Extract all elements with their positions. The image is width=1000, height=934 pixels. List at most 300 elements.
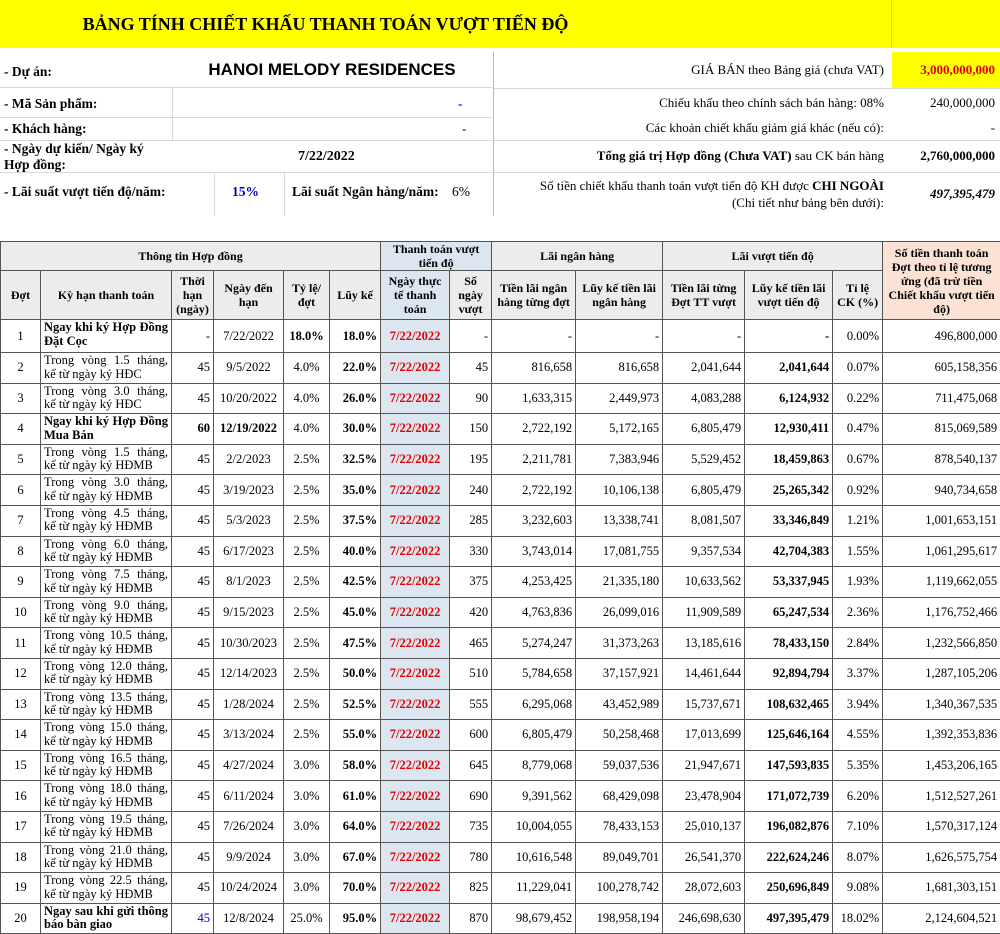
term-cell[interactable]: Ngay khi ký Hợp Đồng Đặt Cọc [41, 320, 172, 353]
bank-interest-cell[interactable]: 816,658 [492, 353, 576, 384]
ratio-cell[interactable]: 3.0% [284, 750, 330, 781]
actual-date-cell[interactable]: 7/22/2022 [381, 444, 450, 475]
phase-cell[interactable]: 4 [1, 414, 41, 445]
bank-cumulative-cell[interactable]: 43,452,989 [576, 689, 663, 720]
over-interest-cell[interactable]: - [663, 320, 745, 353]
bank-cumulative-cell[interactable]: 17,081,755 [576, 536, 663, 567]
duration-cell[interactable]: 60 [172, 414, 214, 445]
early-days-cell[interactable]: 420 [450, 597, 492, 628]
bank-cumulative-cell[interactable]: 5,172,165 [576, 414, 663, 445]
ratio-cell[interactable]: 2.5% [284, 444, 330, 475]
term-cell[interactable]: Trong vòng 4.5 tháng, kể từ ngày ký HĐMB [41, 505, 172, 536]
bank-interest-cell[interactable]: 3,232,603 [492, 505, 576, 536]
customer-value[interactable]: - [462, 121, 466, 137]
bank-interest-cell[interactable]: 5,274,247 [492, 628, 576, 659]
duration-cell[interactable]: 45 [172, 842, 214, 873]
bank-cumulative-cell[interactable]: 816,658 [576, 353, 663, 384]
over-interest-cell[interactable]: 11,909,589 [663, 597, 745, 628]
over-interest-cell[interactable]: 28,072,603 [663, 873, 745, 904]
bank-cumulative-cell[interactable]: - [576, 320, 663, 353]
over-cumulative-cell[interactable]: 42,704,383 [745, 536, 833, 567]
col-over-cumulative-header[interactable]: Lũy kế tiền lãi vượt tiến độ [745, 271, 833, 320]
actual-date-cell[interactable]: 7/22/2022 [381, 720, 450, 751]
payment-amount-cell[interactable]: 1,570,317,124 [883, 811, 1000, 842]
bank-interest-cell[interactable]: 5,784,658 [492, 658, 576, 689]
ck-rate-cell[interactable]: 18.02% [833, 903, 883, 934]
price-value[interactable]: 3,000,000,000 [892, 62, 1000, 78]
ck-rate-cell[interactable]: 4.55% [833, 720, 883, 751]
ck-rate-cell[interactable]: 1.93% [833, 567, 883, 598]
bank-cumulative-cell[interactable]: 78,433,153 [576, 811, 663, 842]
project-value[interactable]: HANOI MELODY RESIDENCES [172, 60, 492, 80]
col-term-header[interactable]: Kỳ hạn thanh toán [41, 271, 172, 320]
over-interest-cell[interactable]: 2,041,644 [663, 353, 745, 384]
bank-interest-cell[interactable]: 2,211,781 [492, 444, 576, 475]
due-date-cell[interactable]: 8/1/2023 [214, 567, 284, 598]
bank-cumulative-cell[interactable]: 13,338,741 [576, 505, 663, 536]
cumulative-cell[interactable]: 61.0% [330, 781, 381, 812]
due-date-cell[interactable]: 10/24/2024 [214, 873, 284, 904]
cumulative-cell[interactable]: 58.0% [330, 750, 381, 781]
due-date-cell[interactable]: 9/15/2023 [214, 597, 284, 628]
payment-amount-cell[interactable]: 815,069,589 [883, 414, 1000, 445]
term-cell[interactable]: Trong vòng 9.0 tháng, kể từ ngày ký HĐMB [41, 597, 172, 628]
early-days-cell[interactable]: 45 [450, 353, 492, 384]
term-cell[interactable]: Trong vòng 6.0 tháng, kể từ ngày ký HĐMB [41, 536, 172, 567]
col-phase-header[interactable]: Đợt [1, 271, 41, 320]
duration-cell[interactable]: 45 [172, 383, 214, 414]
term-cell[interactable]: Trong vòng 12.0 tháng, kể từ ngày ký HĐMB [41, 658, 172, 689]
phase-cell[interactable]: 9 [1, 567, 41, 598]
bank-cumulative-cell[interactable]: 198,958,194 [576, 903, 663, 934]
policy-discount-value[interactable]: 240,000,000 [892, 95, 1000, 111]
bank-cumulative-cell[interactable]: 21,335,180 [576, 567, 663, 598]
actual-date-cell[interactable]: 7/22/2022 [381, 811, 450, 842]
over-cumulative-cell[interactable]: 196,082,876 [745, 811, 833, 842]
over-cumulative-cell[interactable]: 25,265,342 [745, 475, 833, 506]
actual-date-cell[interactable]: 7/22/2022 [381, 597, 450, 628]
ck-rate-cell[interactable]: 0.22% [833, 383, 883, 414]
actual-date-cell[interactable]: 7/22/2022 [381, 750, 450, 781]
cumulative-cell[interactable]: 95.0% [330, 903, 381, 934]
bank-cumulative-cell[interactable]: 26,099,016 [576, 597, 663, 628]
title-corner-cell[interactable] [892, 0, 1000, 48]
duration-cell[interactable]: 45 [172, 658, 214, 689]
bank-cumulative-cell[interactable]: 89,049,701 [576, 842, 663, 873]
group-bank-header[interactable]: Lãi ngân hàng [492, 242, 663, 271]
duration-cell[interactable]: 45 [172, 567, 214, 598]
ratio-cell[interactable]: 3.0% [284, 873, 330, 904]
actual-date-cell[interactable]: 7/22/2022 [381, 505, 450, 536]
cumulative-cell[interactable]: 55.0% [330, 720, 381, 751]
ratio-cell[interactable]: 3.0% [284, 781, 330, 812]
ratio-cell[interactable]: 2.5% [284, 658, 330, 689]
actual-date-cell[interactable]: 7/22/2022 [381, 628, 450, 659]
payment-amount-cell[interactable]: 711,475,068 [883, 383, 1000, 414]
over-interest-cell[interactable]: 25,010,137 [663, 811, 745, 842]
over-interest-cell[interactable]: 246,698,630 [663, 903, 745, 934]
term-cell[interactable]: Trong vòng 18.0 tháng, kể từ ngày ký HĐMB [41, 781, 172, 812]
phase-cell[interactable]: 5 [1, 444, 41, 475]
cumulative-cell[interactable]: 32.5% [330, 444, 381, 475]
early-days-cell[interactable]: 330 [450, 536, 492, 567]
ratio-cell[interactable]: 2.5% [284, 628, 330, 659]
cumulative-cell[interactable]: 50.0% [330, 658, 381, 689]
sign-date-value[interactable]: 7/22/2022 [298, 149, 355, 165]
phase-cell[interactable]: 1 [1, 320, 41, 353]
payment-amount-cell[interactable]: 1,232,566,850 [883, 628, 1000, 659]
actual-date-cell[interactable]: 7/22/2022 [381, 689, 450, 720]
actual-date-cell[interactable]: 7/22/2022 [381, 903, 450, 934]
over-cumulative-cell[interactable]: 2,041,644 [745, 353, 833, 384]
actual-date-cell[interactable]: 7/22/2022 [381, 873, 450, 904]
ck-rate-cell[interactable]: 2.36% [833, 597, 883, 628]
bank-cumulative-cell[interactable]: 59,037,536 [576, 750, 663, 781]
cumulative-cell[interactable]: 67.0% [330, 842, 381, 873]
ratio-cell[interactable]: 2.5% [284, 475, 330, 506]
term-cell[interactable]: Trong vòng 1.5 tháng, kể từ ngày ký HĐC [41, 353, 172, 384]
term-cell[interactable]: Trong vòng 7.5 tháng, kể từ ngày ký HĐMB [41, 567, 172, 598]
term-cell[interactable]: Trong vòng 10.5 tháng, kể từ ngày ký HĐMB [41, 628, 172, 659]
actual-date-cell[interactable]: 7/22/2022 [381, 414, 450, 445]
due-date-cell[interactable]: 12/8/2024 [214, 903, 284, 934]
early-days-cell[interactable]: 780 [450, 842, 492, 873]
phase-cell[interactable]: 11 [1, 628, 41, 659]
ck-rate-cell[interactable]: 3.37% [833, 658, 883, 689]
bank-cumulative-cell[interactable]: 31,373,263 [576, 628, 663, 659]
bank-interest-cell[interactable]: 10,616,548 [492, 842, 576, 873]
early-days-cell[interactable]: 240 [450, 475, 492, 506]
due-date-cell[interactable]: 1/28/2024 [214, 689, 284, 720]
early-days-cell[interactable]: 600 [450, 720, 492, 751]
ratio-cell[interactable]: 3.0% [284, 811, 330, 842]
cumulative-cell[interactable]: 35.0% [330, 475, 381, 506]
cumulative-cell[interactable]: 70.0% [330, 873, 381, 904]
bank-cumulative-cell[interactable]: 37,157,921 [576, 658, 663, 689]
due-date-cell[interactable]: 10/30/2023 [214, 628, 284, 659]
phase-cell[interactable]: 7 [1, 505, 41, 536]
ck-rate-cell[interactable]: 6.20% [833, 781, 883, 812]
title-cell[interactable] [0, 0, 892, 48]
over-cumulative-cell[interactable]: 6,124,932 [745, 383, 833, 414]
phase-cell[interactable]: 12 [1, 658, 41, 689]
payment-amount-cell[interactable]: 1,001,653,151 [883, 505, 1000, 536]
term-cell[interactable]: Trong vòng 13.5 tháng, kể từ ngày ký HĐMB [41, 689, 172, 720]
due-date-cell[interactable]: 12/19/2022 [214, 414, 284, 445]
due-date-cell[interactable]: 5/3/2023 [214, 505, 284, 536]
ratio-cell[interactable]: 2.5% [284, 720, 330, 751]
ck-rate-cell[interactable]: 1.21% [833, 505, 883, 536]
due-date-cell[interactable]: 3/13/2024 [214, 720, 284, 751]
over-interest-cell[interactable]: 13,185,616 [663, 628, 745, 659]
phase-cell[interactable]: 14 [1, 720, 41, 751]
early-days-cell[interactable]: 375 [450, 567, 492, 598]
term-cell[interactable]: Trong vòng 3.0 tháng, kể từ ngày ký HĐC [41, 383, 172, 414]
bank-interest-cell[interactable]: 3,743,014 [492, 536, 576, 567]
cumulative-cell[interactable]: 47.5% [330, 628, 381, 659]
duration-cell[interactable]: 45 [172, 811, 214, 842]
actual-date-cell[interactable]: 7/22/2022 [381, 353, 450, 384]
early-discount-value[interactable]: 497,395,479 [892, 186, 1000, 202]
col-due-date-header[interactable]: Ngày đến hạn [214, 271, 284, 320]
over-cumulative-cell[interactable]: - [745, 320, 833, 353]
over-interest-cell[interactable]: 4,083,288 [663, 383, 745, 414]
phase-cell[interactable]: 18 [1, 842, 41, 873]
duration-cell[interactable]: 45 [172, 781, 214, 812]
col-over-interest-header[interactable]: Tiền lãi từng Đợt TT vượt [663, 271, 745, 320]
ck-rate-cell[interactable]: 0.92% [833, 475, 883, 506]
due-date-cell[interactable]: 2/2/2023 [214, 444, 284, 475]
actual-date-cell[interactable]: 7/22/2022 [381, 781, 450, 812]
payment-amount-cell[interactable]: 1,626,575,754 [883, 842, 1000, 873]
col-duration-header[interactable]: Thời hạn (ngày) [172, 271, 214, 320]
term-cell[interactable]: Trong vòng 19.5 tháng, kể từ ngày ký HĐMB [41, 811, 172, 842]
phase-cell[interactable]: 16 [1, 781, 41, 812]
ck-rate-cell[interactable]: 2.84% [833, 628, 883, 659]
over-interest-cell[interactable]: 17,013,699 [663, 720, 745, 751]
ck-rate-cell[interactable]: 0.07% [833, 353, 883, 384]
ck-rate-cell[interactable]: 0.67% [833, 444, 883, 475]
early-days-cell[interactable]: 645 [450, 750, 492, 781]
col-bank-interest-header[interactable]: Tiền lãi ngân hàng từng đợt [492, 271, 576, 320]
ratio-cell[interactable]: 2.5% [284, 567, 330, 598]
over-cumulative-cell[interactable]: 18,459,863 [745, 444, 833, 475]
due-date-cell[interactable]: 9/9/2024 [214, 842, 284, 873]
over-interest-cell[interactable]: 10,633,562 [663, 567, 745, 598]
over-interest-cell[interactable]: 15,737,671 [663, 689, 745, 720]
early-days-cell[interactable]: 150 [450, 414, 492, 445]
due-date-cell[interactable]: 7/26/2024 [214, 811, 284, 842]
ck-rate-cell[interactable]: 0.47% [833, 414, 883, 445]
bank-interest-cell[interactable]: 6,805,479 [492, 720, 576, 751]
cumulative-cell[interactable]: 45.0% [330, 597, 381, 628]
payment-amount-cell[interactable]: 940,734,658 [883, 475, 1000, 506]
bank-interest-cell[interactable]: - [492, 320, 576, 353]
group-overpay-header[interactable]: Lãi vượt tiến độ [663, 242, 883, 271]
over-cumulative-cell[interactable]: 147,593,835 [745, 750, 833, 781]
due-date-cell[interactable]: 9/5/2022 [214, 353, 284, 384]
over-interest-cell[interactable]: 5,529,452 [663, 444, 745, 475]
payment-amount-cell[interactable]: 878,540,137 [883, 444, 1000, 475]
payment-amount-cell[interactable]: 1,340,367,535 [883, 689, 1000, 720]
over-cumulative-cell[interactable]: 222,624,246 [745, 842, 833, 873]
due-date-cell[interactable]: 6/17/2023 [214, 536, 284, 567]
phase-cell[interactable]: 2 [1, 353, 41, 384]
early-days-cell[interactable]: 90 [450, 383, 492, 414]
term-cell[interactable]: Ngay sau khi gửi thông báo bàn giao [41, 903, 172, 934]
payment-amount-cell[interactable]: 1,061,295,617 [883, 536, 1000, 567]
over-cumulative-cell[interactable]: 53,337,945 [745, 567, 833, 598]
ratio-cell[interactable]: 3.0% [284, 842, 330, 873]
payment-amount-cell[interactable]: 1,287,105,206 [883, 658, 1000, 689]
actual-date-cell[interactable]: 7/22/2022 [381, 567, 450, 598]
cumulative-cell[interactable]: 18.0% [330, 320, 381, 353]
ratio-cell[interactable]: 4.0% [284, 383, 330, 414]
duration-cell[interactable]: 45 [172, 597, 214, 628]
bank-interest-cell[interactable]: 11,229,041 [492, 873, 576, 904]
over-cumulative-cell[interactable]: 108,632,465 [745, 689, 833, 720]
early-days-cell[interactable]: 465 [450, 628, 492, 659]
over-interest-cell[interactable]: 26,541,370 [663, 842, 745, 873]
payment-amount-cell[interactable]: 496,800,000 [883, 320, 1000, 353]
col-bank-cumulative-header[interactable]: Lũy kế tiền lãi ngân hàng [576, 271, 663, 320]
payment-amount-cell[interactable]: 1,512,527,261 [883, 781, 1000, 812]
term-cell[interactable]: Trong vòng 16.5 tháng, kể từ ngày ký HĐMB [41, 750, 172, 781]
early-days-cell[interactable]: 555 [450, 689, 492, 720]
early-days-cell[interactable]: 735 [450, 811, 492, 842]
duration-cell[interactable]: 45 [172, 444, 214, 475]
early-days-cell[interactable]: 825 [450, 873, 492, 904]
col-cumulative-header[interactable]: Lũy kế [330, 271, 381, 320]
cumulative-cell[interactable]: 22.0% [330, 353, 381, 384]
over-cumulative-cell[interactable]: 171,072,739 [745, 781, 833, 812]
ck-rate-cell[interactable]: 9.08% [833, 873, 883, 904]
over-cumulative-cell[interactable]: 65,247,534 [745, 597, 833, 628]
over-cumulative-cell[interactable]: 33,346,849 [745, 505, 833, 536]
ratio-cell[interactable]: 4.0% [284, 414, 330, 445]
early-days-cell[interactable]: 690 [450, 781, 492, 812]
duration-cell[interactable]: 45 [172, 628, 214, 659]
bank-cumulative-cell[interactable]: 50,258,468 [576, 720, 663, 751]
ratio-cell[interactable]: 18.0% [284, 320, 330, 353]
over-cumulative-cell[interactable]: 250,696,849 [745, 873, 833, 904]
cumulative-cell[interactable]: 52.5% [330, 689, 381, 720]
bank-interest-cell[interactable]: 98,679,452 [492, 903, 576, 934]
term-cell[interactable]: Trong vòng 1.5 tháng, kể từ ngày ký HĐMB [41, 444, 172, 475]
over-cumulative-cell[interactable]: 497,395,479 [745, 903, 833, 934]
over-cumulative-cell[interactable]: 92,894,794 [745, 658, 833, 689]
duration-cell[interactable]: 45 [172, 536, 214, 567]
other-discount-value[interactable]: - [892, 120, 1000, 136]
duration-cell[interactable]: 45 [172, 475, 214, 506]
over-interest-cell[interactable]: 6,805,479 [663, 414, 745, 445]
cumulative-cell[interactable]: 40.0% [330, 536, 381, 567]
over-cumulative-cell[interactable]: 12,930,411 [745, 414, 833, 445]
group-contract-header[interactable]: Thông tin Hợp đồng [1, 242, 381, 271]
phase-cell[interactable]: 20 [1, 903, 41, 934]
phase-cell[interactable]: 10 [1, 597, 41, 628]
bank-interest-cell[interactable]: 4,253,425 [492, 567, 576, 598]
payment-amount-cell[interactable]: 605,158,356 [883, 353, 1000, 384]
col-actual-date-header[interactable]: Ngày thực tế thanh toán [381, 271, 450, 320]
ratio-cell[interactable]: 2.5% [284, 597, 330, 628]
actual-date-cell[interactable]: 7/22/2022 [381, 536, 450, 567]
actual-date-cell[interactable]: 7/22/2022 [381, 842, 450, 873]
due-date-cell[interactable]: 3/19/2023 [214, 475, 284, 506]
contract-total-value[interactable]: 2,760,000,000 [892, 148, 1000, 164]
bank-cumulative-cell[interactable]: 68,429,098 [576, 781, 663, 812]
ratio-cell[interactable]: 4.0% [284, 353, 330, 384]
col-early-days-header[interactable]: Số ngày vượt [450, 271, 492, 320]
over-interest-cell[interactable]: 21,947,671 [663, 750, 745, 781]
over-cumulative-cell[interactable]: 125,646,164 [745, 720, 833, 751]
early-days-cell[interactable]: 870 [450, 903, 492, 934]
due-date-cell[interactable]: 4/27/2024 [214, 750, 284, 781]
over-interest-cell[interactable]: 14,461,644 [663, 658, 745, 689]
bank-rate-value[interactable]: 6% [452, 184, 470, 200]
bank-cumulative-cell[interactable]: 10,106,138 [576, 475, 663, 506]
col-ratio-header[interactable]: Tỷ lệ/đợt [284, 271, 330, 320]
over-interest-cell[interactable]: 23,478,904 [663, 781, 745, 812]
cumulative-cell[interactable]: 64.0% [330, 811, 381, 842]
phase-cell[interactable]: 13 [1, 689, 41, 720]
bank-interest-cell[interactable]: 2,722,192 [492, 475, 576, 506]
duration-cell[interactable]: 45 [172, 353, 214, 384]
duration-cell[interactable]: 45 [172, 750, 214, 781]
term-cell[interactable]: Ngay khi ký Hợp Đồng Mua Bán [41, 414, 172, 445]
bank-cumulative-cell[interactable]: 100,278,742 [576, 873, 663, 904]
phase-cell[interactable]: 15 [1, 750, 41, 781]
phase-cell[interactable]: 19 [1, 873, 41, 904]
bank-interest-cell[interactable]: 6,295,068 [492, 689, 576, 720]
ratio-cell[interactable]: 25.0% [284, 903, 330, 934]
ratio-cell[interactable]: 2.5% [284, 536, 330, 567]
bank-interest-cell[interactable]: 8,779,068 [492, 750, 576, 781]
duration-cell[interactable]: 45 [172, 873, 214, 904]
bank-cumulative-cell[interactable]: 7,383,946 [576, 444, 663, 475]
ck-rate-cell[interactable]: 1.55% [833, 536, 883, 567]
early-days-cell[interactable]: 195 [450, 444, 492, 475]
due-date-cell[interactable]: 10/20/2022 [214, 383, 284, 414]
early-days-cell[interactable]: 510 [450, 658, 492, 689]
product-code-value[interactable]: - [458, 96, 462, 112]
duration-cell[interactable]: 45 [172, 689, 214, 720]
overpay-rate-value[interactable]: 15% [232, 184, 259, 200]
bank-interest-cell[interactable]: 4,763,836 [492, 597, 576, 628]
duration-cell[interactable]: 45 [172, 505, 214, 536]
payment-amount-cell[interactable]: 1,176,752,466 [883, 597, 1000, 628]
term-cell[interactable]: Trong vòng 3.0 tháng, kể từ ngày ký HĐMB [41, 475, 172, 506]
term-cell[interactable]: Trong vòng 21.0 tháng, kể từ ngày ký HĐMB [41, 842, 172, 873]
duration-cell[interactable]: - [172, 320, 214, 353]
ck-rate-cell[interactable]: 8.07% [833, 842, 883, 873]
due-date-cell[interactable]: 7/22/2022 [214, 320, 284, 353]
term-cell[interactable]: Trong vòng 22.5 tháng, kể từ ngày ký HĐMB [41, 873, 172, 904]
cumulative-cell[interactable]: 26.0% [330, 383, 381, 414]
ck-rate-cell[interactable]: 5.35% [833, 750, 883, 781]
actual-date-cell[interactable]: 7/22/2022 [381, 475, 450, 506]
duration-cell[interactable]: 45 [172, 720, 214, 751]
bank-interest-cell[interactable]: 2,722,192 [492, 414, 576, 445]
due-date-cell[interactable]: 12/14/2023 [214, 658, 284, 689]
group-actual-header[interactable]: Thanh toán vượt tiến độ [381, 242, 492, 271]
over-interest-cell[interactable]: 6,805,479 [663, 475, 745, 506]
payment-amount-header[interactable]: Số tiền thanh toán Đợt theo tỉ lệ tương ứng (đã trừ tiền Chiết khấu vượt tiến độ) [883, 242, 1000, 320]
payment-amount-cell[interactable]: 1,681,303,151 [883, 873, 1000, 904]
phase-cell[interactable]: 17 [1, 811, 41, 842]
ck-rate-cell[interactable]: 0.00% [833, 320, 883, 353]
over-cumulative-cell[interactable]: 78,433,150 [745, 628, 833, 659]
term-cell[interactable]: Trong vòng 15.0 tháng, kể từ ngày ký HĐMB [41, 720, 172, 751]
cumulative-cell[interactable]: 42.5% [330, 567, 381, 598]
ck-rate-cell[interactable]: 3.94% [833, 689, 883, 720]
phase-cell[interactable]: 8 [1, 536, 41, 567]
payment-amount-cell[interactable]: 1,392,353,836 [883, 720, 1000, 751]
early-days-cell[interactable]: - [450, 320, 492, 353]
payment-amount-cell[interactable]: 1,453,206,165 [883, 750, 1000, 781]
actual-date-cell[interactable]: 7/22/2022 [381, 658, 450, 689]
bank-cumulative-cell[interactable]: 2,449,973 [576, 383, 663, 414]
due-date-cell[interactable]: 6/11/2024 [214, 781, 284, 812]
payment-amount-cell[interactable]: 2,124,604,521 [883, 903, 1000, 934]
cumulative-cell[interactable]: 30.0% [330, 414, 381, 445]
bank-interest-cell[interactable]: 10,004,055 [492, 811, 576, 842]
ratio-cell[interactable]: 2.5% [284, 689, 330, 720]
ck-rate-cell[interactable]: 7.10% [833, 811, 883, 842]
duration-cell[interactable]: 45 [172, 903, 214, 934]
actual-date-cell[interactable]: 7/22/2022 [381, 383, 450, 414]
bank-interest-cell[interactable]: 9,391,562 [492, 781, 576, 812]
